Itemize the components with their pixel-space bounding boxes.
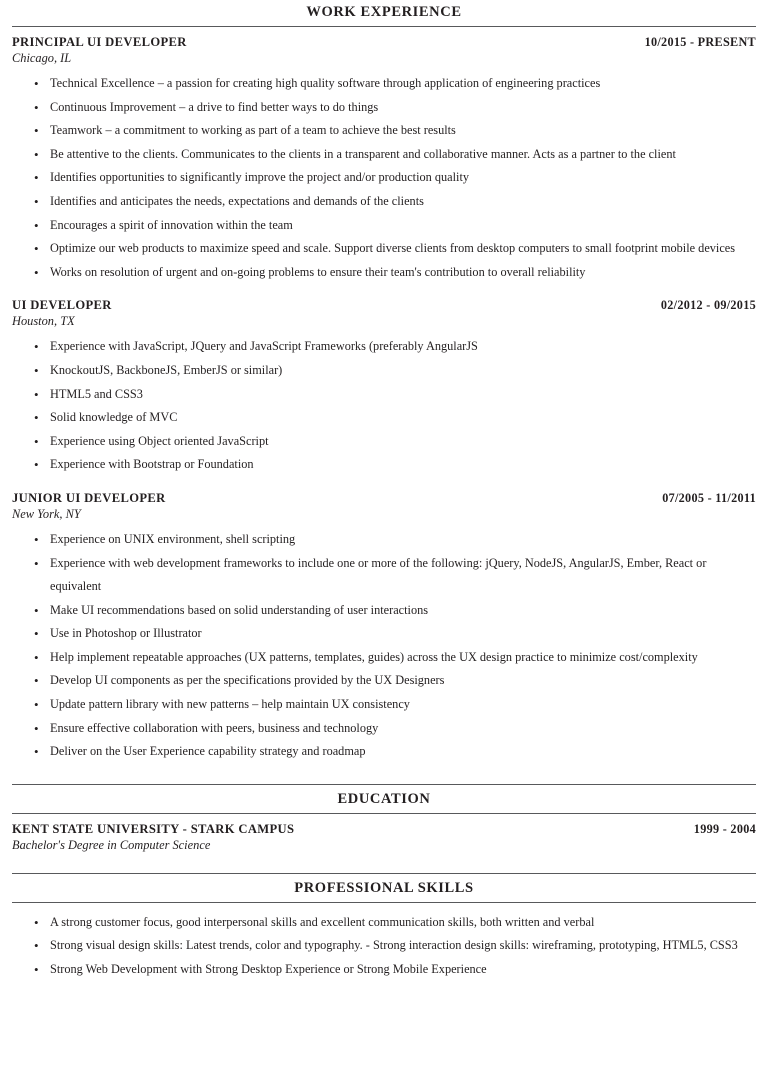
section-divider bbox=[12, 26, 756, 27]
section-professional-skills bbox=[12, 873, 756, 982]
spacer bbox=[12, 768, 756, 784]
education-dates: 1999 - 2004 bbox=[693, 821, 756, 836]
school-name: KENT STATE UNIVERSITY - STARK CAMPUS bbox=[12, 821, 295, 836]
section-title-work-experience: WORK EXPERIENCE bbox=[306, 4, 462, 20]
job-location: Chicago, IL bbox=[12, 51, 72, 65]
list-item: • Be attentive to the clients. Communicates to the clients in a transparent and collaborative manner. Acts as a partner to the client bbox=[34, 143, 756, 167]
job-title: UI DEVELOPER bbox=[12, 298, 112, 313]
section-divider bbox=[12, 873, 756, 874]
education-entry bbox=[12, 822, 756, 853]
list-item: • Identifies opportunities to significantly improve the project and/or production quality bbox=[34, 166, 756, 190]
job-title: JUNIOR UI DEVELOPER bbox=[12, 490, 166, 505]
list-item: • Solid knowledge of MVC bbox=[34, 406, 756, 430]
job-responsibility-list bbox=[12, 528, 756, 764]
list-item: • Deliver on the User Experience capability strategy and roadmap bbox=[34, 740, 756, 764]
list-item: • Ensure effective collaboration with peers, business and technology bbox=[34, 717, 756, 741]
section-education bbox=[12, 784, 756, 853]
list-item: • Experience with JavaScript, JQuery and JavaScript Frameworks (preferably AngularJS bbox=[34, 335, 756, 359]
section-divider bbox=[12, 902, 756, 903]
experience-entry-header bbox=[12, 35, 756, 50]
section-title-education: EDUCATION bbox=[337, 790, 431, 807]
list-item: • Experience on UNIX environment, shell scripting bbox=[34, 528, 756, 552]
list-item: • Continuous Improvement – a drive to find better ways to do things bbox=[34, 96, 756, 120]
section-title-professional-skills: PROFESSIONAL SKILLS bbox=[294, 879, 474, 896]
job-location: New York, NY bbox=[12, 506, 81, 521]
experience-entry-header bbox=[12, 491, 756, 506]
list-item: • Technical Excellence – a passion for creating high quality software through application of engineering practices bbox=[34, 72, 756, 96]
experience-entry-header bbox=[12, 298, 756, 313]
list-item: • Works on resolution of urgent and on-going problems to ensure their team's contribution to overall reliability bbox=[34, 261, 756, 285]
list-item: • KnockoutJS, BackboneJS, EmberJS or similar) bbox=[34, 359, 756, 383]
job-dates: 10/2015 - PRESENT bbox=[644, 35, 756, 49]
spacer bbox=[12, 288, 756, 298]
degree: Bachelor's Degree in Computer Science bbox=[12, 837, 211, 852]
job-dates: 02/2012 - 09/2015 bbox=[660, 298, 756, 313]
experience-entry bbox=[12, 491, 756, 764]
job-responsibility-list bbox=[12, 335, 756, 477]
list-item: • Experience with web development frameworks to include one or more of the following: jQuery, NodeJS, AngularJS, Ember, React or equivalent bbox=[34, 552, 756, 599]
education-entry-header bbox=[12, 822, 756, 837]
list-item: • Strong visual design skills: Latest trends, color and typography. - Strong interaction design skills: wireframing, prototyping, HTML5, CSS3 bbox=[34, 934, 756, 958]
skills-list bbox=[12, 911, 756, 982]
section-divider bbox=[12, 784, 756, 785]
list-item: • Use in Photoshop or Illustrator bbox=[34, 622, 756, 646]
list-item: • Teamwork – a commitment to working as part of a team to achieve the best results bbox=[34, 119, 756, 143]
list-item: • A strong customer focus, good interpersonal skills and excellent communication skills, both written and verbal bbox=[34, 911, 756, 935]
section-work-experience bbox=[12, 4, 756, 764]
list-item: • Strong Web Development with Strong Desktop Experience or Strong Mobile Experience bbox=[34, 958, 756, 982]
experience-entry bbox=[12, 298, 756, 477]
list-item: • Experience using Object oriented JavaScript bbox=[34, 430, 756, 454]
list-item: • Experience with Bootstrap or Foundation bbox=[34, 453, 756, 477]
list-item: • Update pattern library with new patterns – help maintain UX consistency bbox=[34, 693, 756, 717]
spacer bbox=[12, 857, 756, 873]
list-item: • Encourages a spirit of innovation within the team bbox=[34, 214, 756, 238]
list-item: • Identifies and anticipates the needs, expectations and demands of the clients bbox=[34, 190, 756, 214]
list-item: • Develop UI components as per the specifications provided by the UX Designers bbox=[34, 669, 756, 693]
list-item: • Optimize our web products to maximize speed and scale. Support diverse clients from desktop computers to small footprint mobile devices bbox=[34, 237, 756, 261]
spacer bbox=[12, 481, 756, 491]
section-divider bbox=[12, 813, 756, 814]
job-title: PRINCIPAL UI DEVELOPER bbox=[12, 35, 187, 49]
job-location: Houston, TX bbox=[12, 314, 75, 329]
experience-entry bbox=[12, 35, 756, 284]
list-item: • Make UI recommendations based on solid understanding of user interactions bbox=[34, 599, 756, 623]
job-responsibility-list bbox=[12, 72, 756, 284]
job-dates: 07/2005 - 11/2011 bbox=[662, 490, 756, 505]
list-item: • Help implement repeatable approaches (UX patterns, templates, guides) across the UX design practice to minimize cost/complexity bbox=[34, 646, 756, 670]
list-item: • HTML5 and CSS3 bbox=[34, 383, 756, 407]
